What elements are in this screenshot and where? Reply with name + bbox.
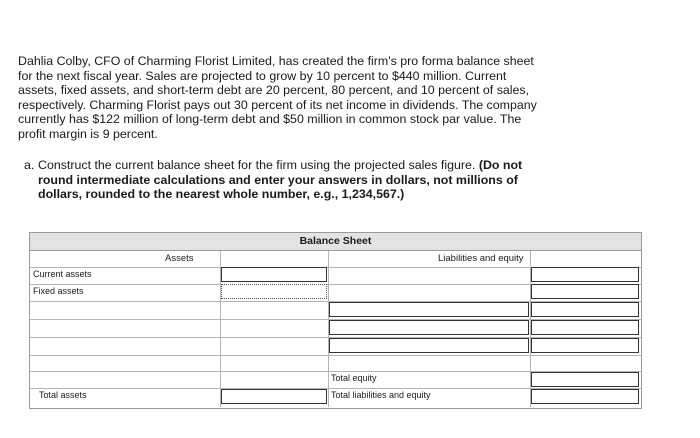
total-assets-input[interactable] bbox=[221, 389, 327, 404]
liabilities-header: Liabilities and equity bbox=[438, 253, 524, 264]
liab-input-3[interactable] bbox=[531, 302, 639, 317]
question-label: a. bbox=[24, 158, 35, 172]
question-instruction: (Do not round intermediate calculations and enter your answers in dollars, not millions of dollars, rounded to the nearest whole number, e.g., 1,234,567.) bbox=[38, 158, 523, 202]
liab-label-input-4[interactable] bbox=[329, 320, 529, 335]
liab-input-5[interactable] bbox=[531, 338, 639, 353]
liab-input-2[interactable] bbox=[531, 284, 639, 299]
liab-input-1[interactable] bbox=[531, 267, 639, 282]
balance-sheet-title: Balance Sheet bbox=[30, 233, 641, 251]
current-assets-input[interactable] bbox=[221, 267, 327, 282]
liab-label-input-5[interactable] bbox=[329, 338, 529, 353]
total-liabilities-equity-input[interactable] bbox=[531, 389, 639, 404]
total-equity-label: Total equity bbox=[331, 373, 377, 383]
balance-sheet-table bbox=[29, 232, 642, 409]
liab-label-input-3[interactable] bbox=[329, 302, 529, 317]
question-a bbox=[24, 158, 544, 202]
question-text: Construct the current balance sheet for the firm using the projected sales figure. bbox=[38, 158, 476, 172]
asset-label-fixed: Fixed assets bbox=[33, 286, 84, 296]
row-divider bbox=[30, 355, 641, 356]
fixed-assets-input[interactable] bbox=[221, 284, 327, 299]
problem-text: Dahlia Colby, CFO of Charming Florist Limited, has created the firm's pro forma balance sheet for the next fiscal year. Sales are projected to grow by 10 percent to $440 million. Current assets, fixed assets, and short-term debt are 20 percent, 80 percent, and 10 percent of sales, respectively. Charming Florist pays out 30 percent of its net income in dividends. The company currently has $122 million of long-term debt and $50 million in common stock par value. The profit margin is 9 percent. bbox=[18, 54, 537, 141]
asset-label-current: Current assets bbox=[33, 269, 92, 279]
total-equity-input[interactable] bbox=[531, 372, 639, 387]
balance-sheet-header-row bbox=[30, 251, 641, 267]
assets-header: Assets bbox=[165, 253, 194, 264]
total-liabilities-equity-label: Total liabilities and equity bbox=[331, 390, 431, 400]
total-assets-label: Total assets bbox=[39, 390, 87, 400]
liab-input-4[interactable] bbox=[531, 320, 639, 335]
